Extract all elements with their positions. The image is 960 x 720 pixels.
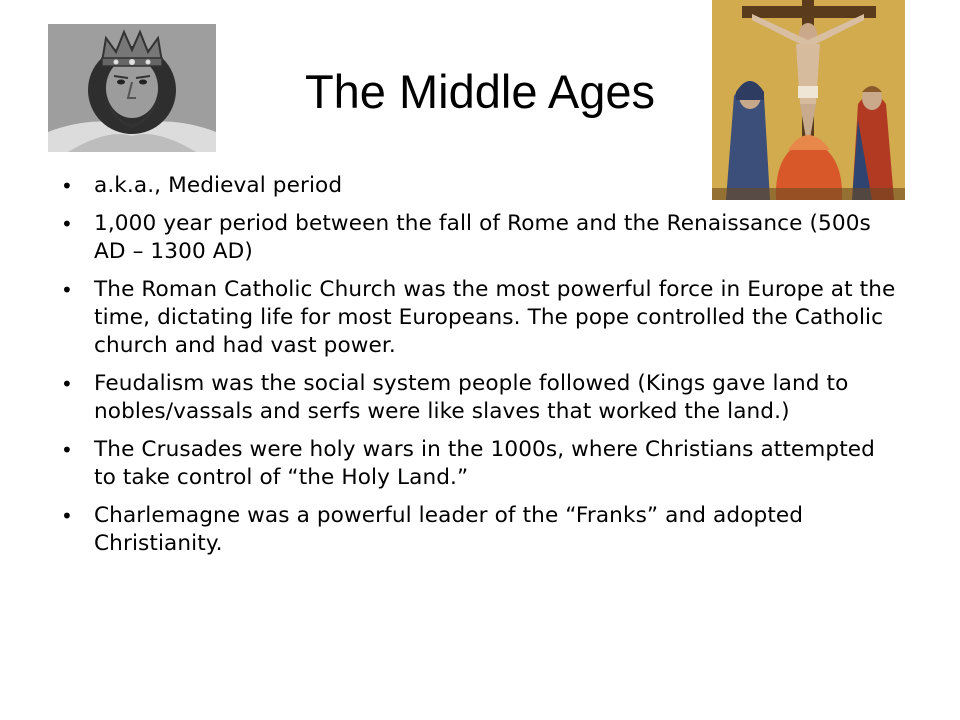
bullet-dot-icon: • xyxy=(61,278,73,302)
bullet-text: 1,000 year period between the fall of Rome and the Renaissance (500s AD – 1300 AD) xyxy=(94,211,871,264)
slide-title: The Middle Ages xyxy=(304,65,656,118)
bullet-dot-icon: • xyxy=(61,372,73,396)
bullet-dot-icon: • xyxy=(61,212,73,236)
list-item xyxy=(60,370,900,426)
list-item xyxy=(60,502,900,558)
list-item xyxy=(60,436,900,492)
bullet-text: Charlemagne was a powerful leader of the “Franks” and adopted Christianity. xyxy=(94,503,804,556)
bullet-dot-icon: • xyxy=(61,504,73,528)
list-item xyxy=(60,276,900,360)
bullet-text: Feudalism was the social system people followed (Kings gave land to nobles/vassals and serfs were like slaves that worked the land.) xyxy=(94,371,849,424)
list-item xyxy=(60,210,900,266)
bullet-text: a.k.a., Medieval period xyxy=(94,173,343,198)
list-item xyxy=(60,172,900,200)
bullet-list xyxy=(60,172,900,568)
bullet-dot-icon: • xyxy=(61,438,73,462)
bullet-dot-icon: • xyxy=(61,174,73,198)
bullet-text: The Crusades were holy wars in the 1000s, where Christians attempted to take control of “the Holy Land.” xyxy=(94,437,875,490)
bullet-text: The Roman Catholic Church was the most powerful force in Europe at the time, dictating life for most Europeans. The pope controlled the Catholic church and had vast power. xyxy=(94,277,896,358)
